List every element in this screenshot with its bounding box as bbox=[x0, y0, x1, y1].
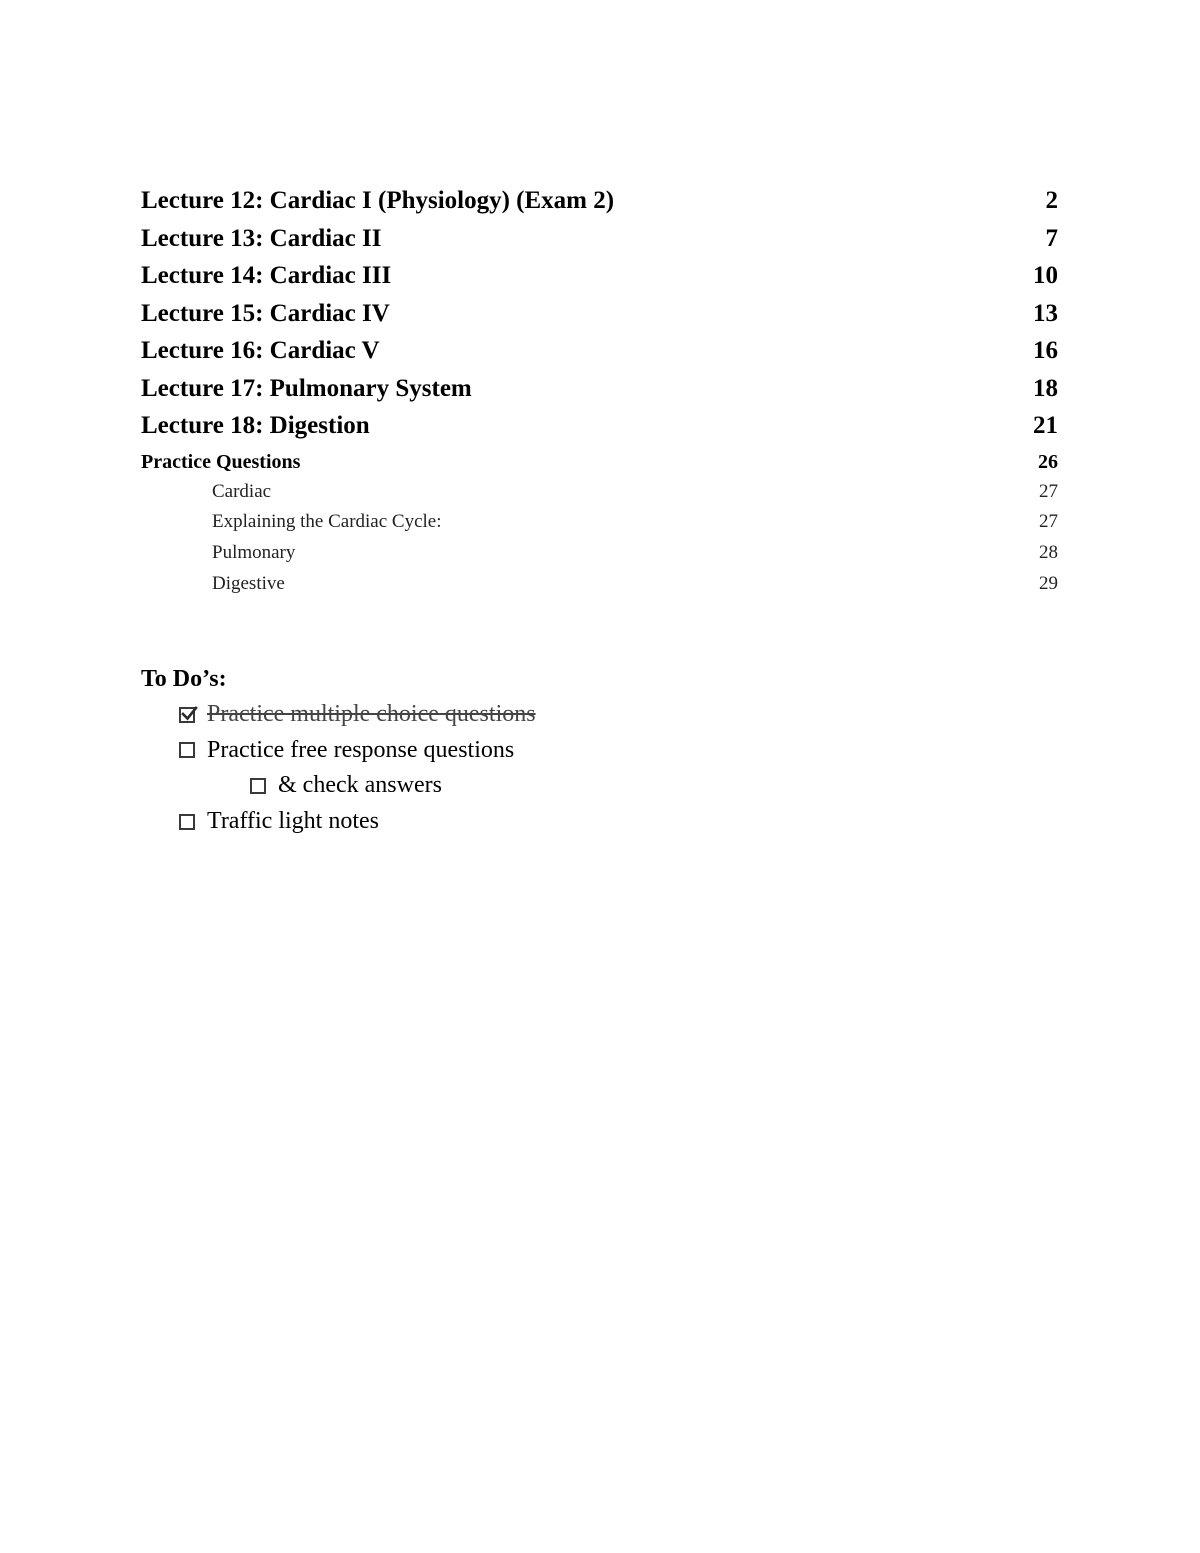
toc-entry-page: 27 bbox=[1039, 511, 1058, 533]
toc-entry-page: 28 bbox=[1039, 541, 1058, 563]
toc-entry-title: Lecture 15: Cardiac IV bbox=[141, 299, 390, 327]
toc-entry-page: 29 bbox=[1039, 572, 1058, 594]
toc-entry-title: Lecture 14: Cardiac III bbox=[141, 262, 392, 289]
checkbox-icon[interactable] bbox=[179, 742, 195, 758]
todo-item bbox=[141, 697, 841, 733]
todo-item-label: Practice free response questions bbox=[207, 736, 515, 763]
checkbox-icon[interactable] bbox=[179, 814, 195, 830]
toc-subentry[interactable] bbox=[141, 477, 1058, 508]
toc-entry[interactable] bbox=[141, 370, 1058, 408]
todo-item bbox=[141, 804, 841, 840]
toc-entry-page: 10 bbox=[1033, 262, 1058, 289]
todo-item-label: Traffic light notes bbox=[207, 807, 379, 834]
toc-entry[interactable] bbox=[141, 182, 1058, 220]
toc-entry-title: Cardiac bbox=[212, 480, 272, 502]
toc-entry-title: Lecture 18: Digestion bbox=[141, 412, 370, 439]
toc-entry-page: 21 bbox=[1033, 412, 1058, 439]
toc-entry-title: Lecture 13: Cardiac II bbox=[141, 224, 382, 252]
todo-heading: To Do’s: bbox=[141, 666, 227, 692]
checkmark-icon bbox=[180, 705, 198, 723]
toc-entry[interactable] bbox=[141, 447, 1058, 477]
toc-entry-title: Practice Questions bbox=[141, 450, 301, 473]
todo-item-label: Practice multiple choice questions bbox=[207, 701, 536, 727]
toc-subentry[interactable] bbox=[141, 569, 1058, 600]
todo-list bbox=[141, 662, 841, 839]
todo-item bbox=[141, 733, 841, 769]
toc-entry[interactable] bbox=[141, 257, 1058, 295]
toc-entry[interactable] bbox=[141, 295, 1058, 333]
toc-entry-title: Lecture 12: Cardiac I (Physiology) (Exam 2) bbox=[141, 187, 615, 214]
toc-subentry[interactable] bbox=[141, 538, 1058, 569]
toc-entry-title: Explaining the Cardiac Cycle: bbox=[212, 511, 442, 533]
toc-entry-page: 27 bbox=[1039, 480, 1058, 502]
toc-entry-page: 13 bbox=[1033, 299, 1058, 327]
toc-entry-page: 16 bbox=[1033, 337, 1058, 364]
toc-entry[interactable] bbox=[141, 407, 1058, 445]
toc-entry-page: 7 bbox=[1045, 224, 1058, 252]
toc-entry-title: Digestive bbox=[212, 572, 285, 594]
toc-entry-page: 18 bbox=[1033, 374, 1058, 402]
toc-entry-title: Lecture 17: Pulmonary System bbox=[141, 374, 472, 402]
toc-entry-page: 2 bbox=[1045, 187, 1058, 214]
todo-item bbox=[141, 768, 841, 804]
toc-entry-page: 26 bbox=[1038, 450, 1058, 473]
table-of-contents bbox=[141, 182, 1058, 599]
checkbox-icon[interactable] bbox=[250, 778, 266, 794]
todo-item-label: & check answers bbox=[278, 772, 442, 799]
toc-entry-title: Pulmonary bbox=[212, 541, 296, 563]
toc-subentry[interactable] bbox=[141, 507, 1058, 538]
checked-checkbox-icon[interactable] bbox=[179, 707, 195, 723]
toc-entry[interactable] bbox=[141, 332, 1058, 370]
toc-entry[interactable] bbox=[141, 220, 1058, 258]
toc-entry-title: Lecture 16: Cardiac V bbox=[141, 337, 380, 364]
